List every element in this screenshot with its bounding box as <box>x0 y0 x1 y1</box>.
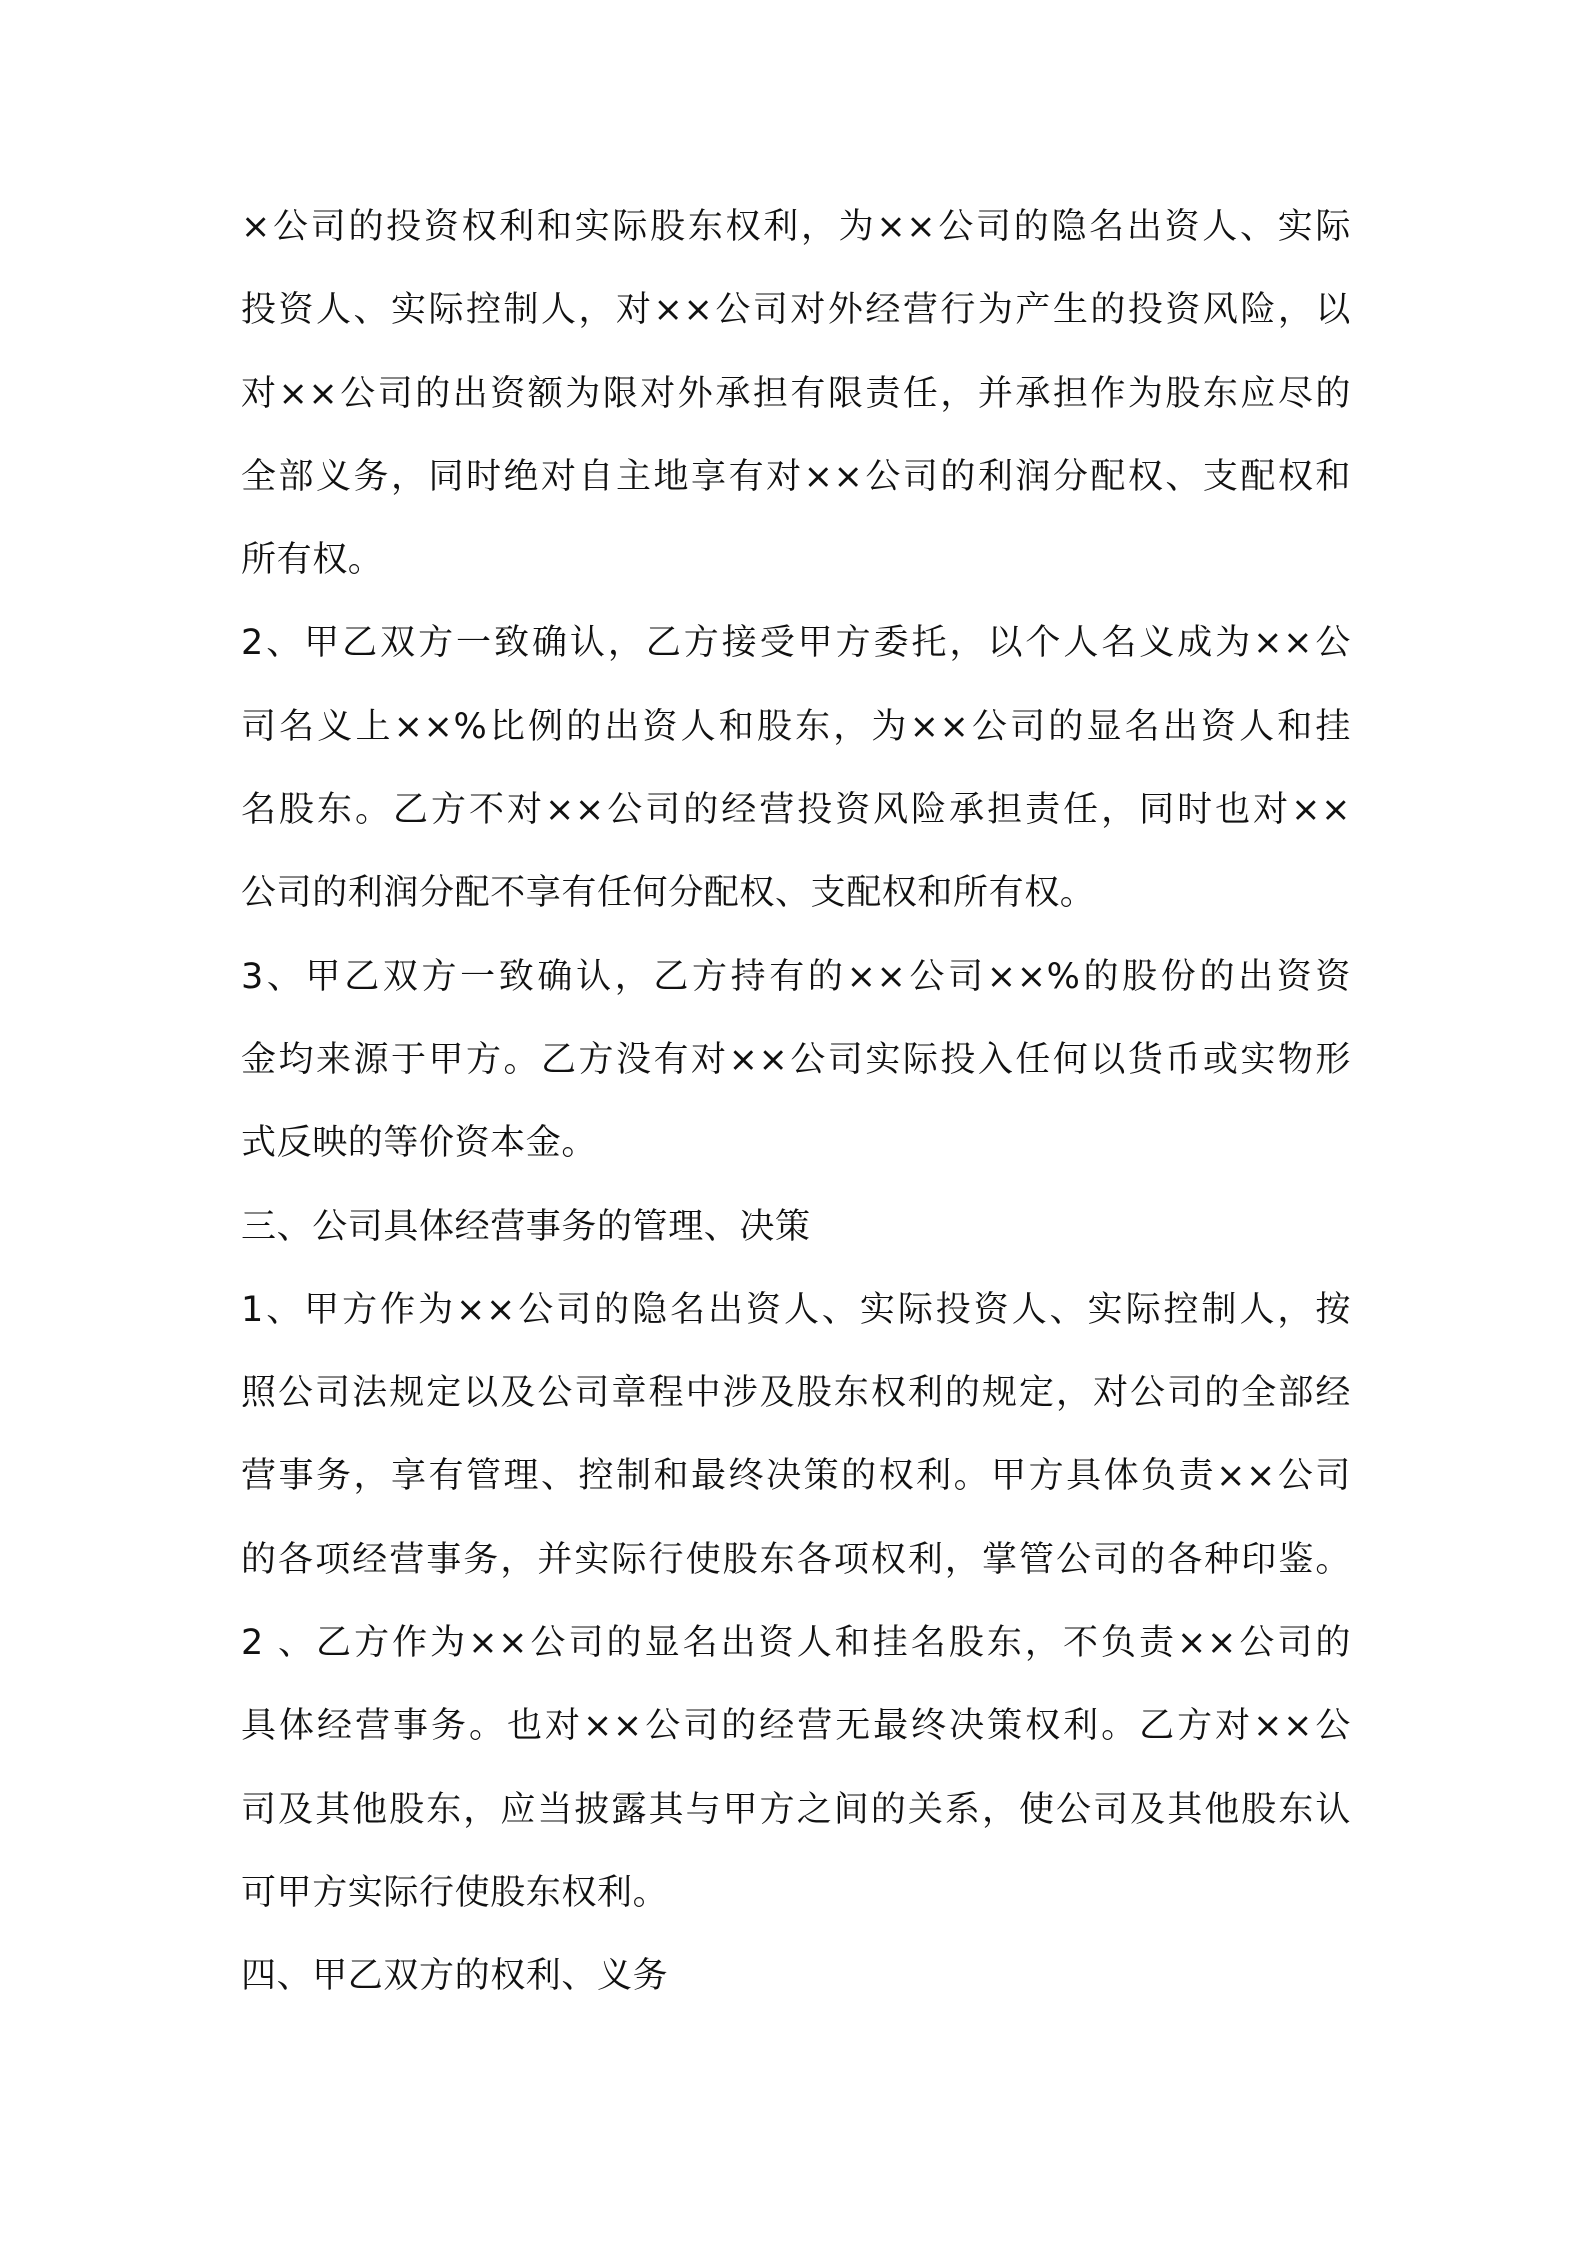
text-line-8: 名股东。乙方不对××公司的经营投资风险承担责任，同时也对×× <box>241 790 1351 831</box>
text-line-19: 具体经营事务。也对××公司的经营无最终决策权利。乙方对××公 <box>241 1706 1351 1747</box>
text-line-5: 所有权。 <box>241 540 384 581</box>
text-line-16: 营事务，享有管理、控制和最终决策的权利。甲方具体负责××公司 <box>241 1456 1351 1497</box>
section-heading-3: 三、公司具体经营事务的管理、决策 <box>241 1206 811 1247</box>
text-line-1: ×公司的投资权利和实际股东权利，为××公司的隐名出资人、实际 <box>241 207 1351 247</box>
text-line-12: 式反映的等价资本金。 <box>241 1123 598 1164</box>
text-line-7: 司名义上××%比例的出资人和股东，为××公司的显名出资人和挂 <box>241 706 1351 747</box>
document-body <box>241 186 1351 2019</box>
text-line-18: 2 、乙方作为××公司的显名出资人和挂名股东，不负责××公司的 <box>241 1623 1351 1664</box>
section-heading-4: 四、甲乙双方的权利、义务 <box>241 1956 669 1997</box>
text-line-2: 投资人、实际控制人，对××公司对外经营行为产生的投资风险，以 <box>241 290 1351 331</box>
text-line-9: 公司的利润分配不享有任何分配权、支配权和所有权。 <box>241 873 1096 914</box>
text-line-21: 可甲方实际行使股东权利。 <box>241 1872 669 1913</box>
text-line-3: 对××公司的出资额为限对外承担有限责任，并承担作为股东应尽的 <box>241 373 1351 414</box>
text-line-17: 的各项经营事务，并实际行使股东各项权利，掌管公司的各种印鉴。 <box>241 1539 1351 1580</box>
text-line-10: 3、甲乙双方一致确认，乙方持有的××公司××%的股份的出资资 <box>241 956 1351 997</box>
text-line-11: 金均来源于甲方。乙方没有对××公司实际投入任何以货币或实物形 <box>241 1039 1351 1080</box>
text-line-20: 司及其他股东，应当披露其与甲方之间的关系，使公司及其他股东认 <box>241 1789 1351 1830</box>
text-line-14: 1、甲方作为××公司的隐名出资人、实际投资人、实际控制人，按 <box>241 1289 1351 1330</box>
text-line-15: 照公司法规定以及公司章程中涉及股东权利的规定，对公司的全部经 <box>241 1373 1351 1414</box>
text-line-6: 2、甲乙双方一致确认，乙方接受甲方委托，以个人名义成为××公 <box>241 623 1351 664</box>
text-line-4: 全部义务，同时绝对自主地享有对××公司的利润分配权、支配权和 <box>241 456 1351 497</box>
